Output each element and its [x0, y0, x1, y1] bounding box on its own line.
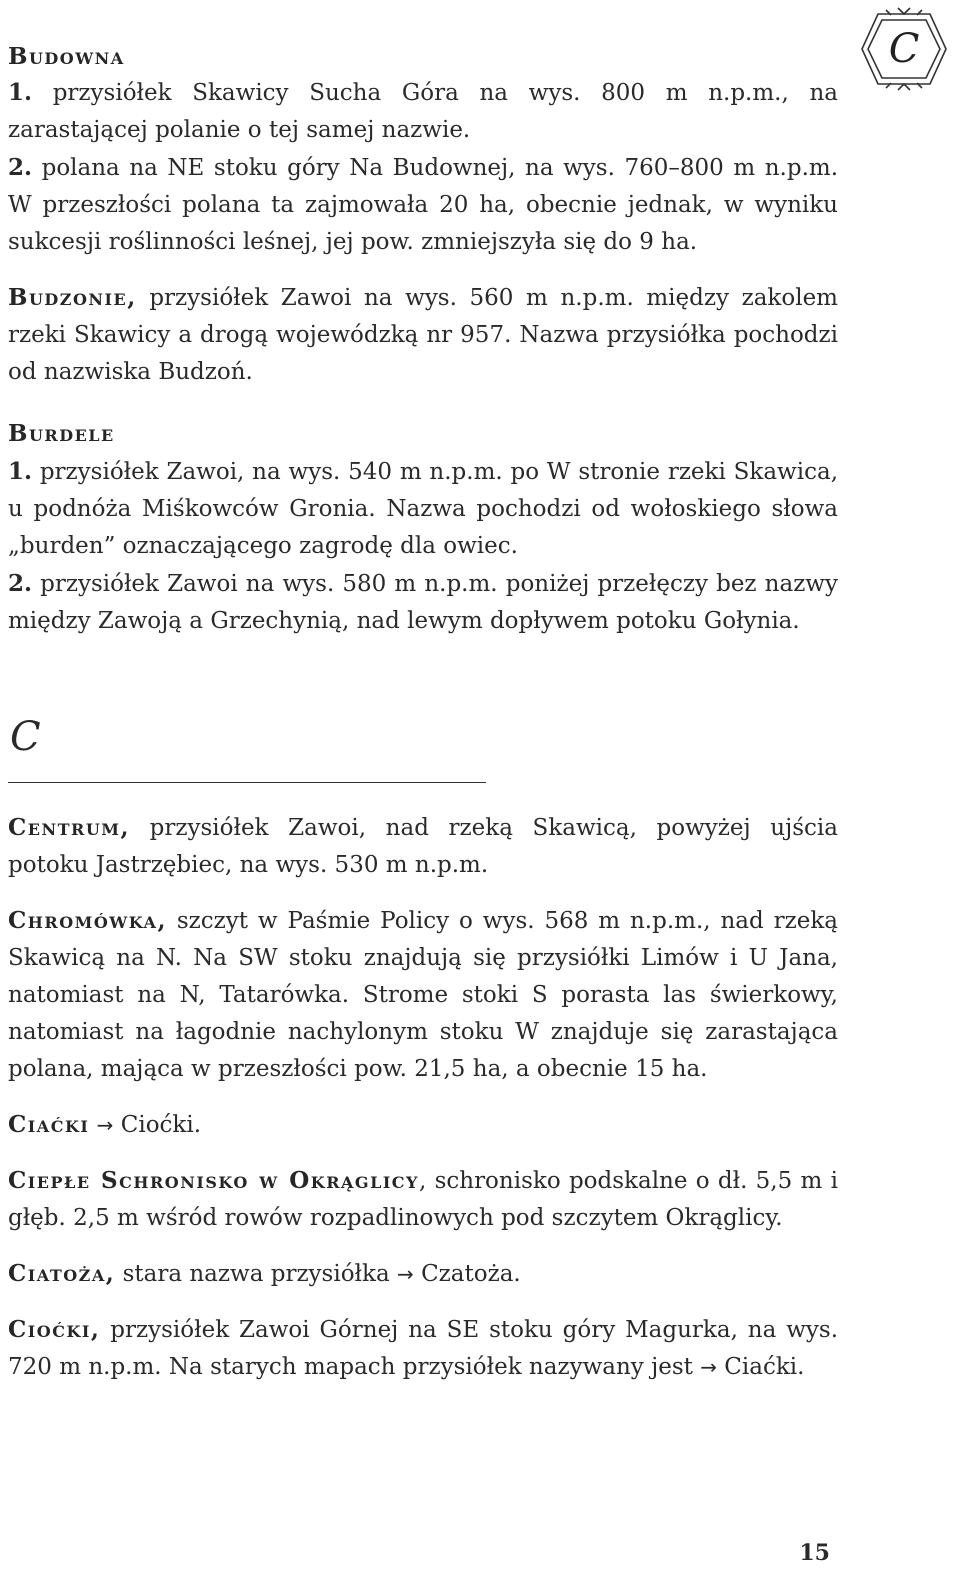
sense-text: przysiółek Zawoi na wys. 580 m n.p.m. poniżej przełęczy bez nazwy między Zawoją a Grzechynią, nad lewym dopływem potoku Gołynia. [8, 571, 838, 634]
entry-text: przysiółek Zawoi na wys. 560 m n.p.m. między zakolem rzeki Skawicy a drogą wojewódzką nr 957. Nazwa przysiółka pochodzi od nazwiska Budzoń. [8, 285, 838, 385]
entry-term: Ciatoża, [8, 1260, 116, 1287]
sense-number: 2. [8, 154, 33, 181]
entry-text: przysiółek Zawoi, nad rzeką Skawicą, powyżej ujścia potoku Jastrzębiec, na wys. 530 m n.p.m. [8, 815, 838, 878]
entry-ciocki [8, 1311, 838, 1386]
page-number: 15 [799, 1540, 830, 1566]
entry-ciatoza [8, 1255, 838, 1293]
entry-centrum [8, 809, 838, 884]
cross-reference-link[interactable]: Ciaćki. [724, 1354, 805, 1380]
sense-text: przysiółek Zawoi, na wys. 540 m n.p.m. po W stronie rzeki Skawica, u podnóża Miśkowców Gronia. Nazwa pochodzi od wołoskiego słowa „burden” oznaczającego zagrodę dla owiec. [8, 459, 838, 559]
cross-reference-arrow-icon: → [96, 1113, 114, 1137]
entry-term: Burdele [8, 420, 115, 447]
sense-number: 2. [8, 570, 33, 597]
cross-reference-link[interactable]: Ciоćki. [120, 1112, 202, 1138]
entry-budowna [8, 40, 838, 261]
entry-term: Budzonie, [8, 284, 137, 311]
sense-number: 1. [8, 79, 33, 106]
sense-text: przysiółek Skawicy Sucha Góra na wys. 800 m n.p.m., na zarastającej polanie o tej samej nazwie. [8, 80, 839, 143]
sense-number: 1. [8, 458, 33, 485]
section-letter-heading: C [10, 714, 41, 760]
entry-chromowka [8, 902, 838, 1088]
entry-term: Chromówka, [8, 907, 167, 934]
entry-term: Centrum, [8, 814, 131, 841]
entry-term: Budowna [8, 43, 125, 70]
sense-text: polana na NE stoku góry Na Budownej, na wys. 760–800 m n.p.m. W przeszłości polana ta zajmowała 20 ha, obecnie jednak, w wyniku sukcesji roślinności leśnej, jej pow. zmniejszyła się do 9 ha. [8, 155, 838, 255]
cross-reference-link[interactable]: Czatoża. [421, 1261, 521, 1287]
entry-term: Ciоćki, [8, 1316, 101, 1343]
section-divider [8, 782, 486, 783]
cross-reference-arrow-icon: → [396, 1262, 414, 1286]
section-c-corner-badge [858, 6, 950, 92]
entry-text: przysiółek Zawoi Górnej na SE stoku góry Magurka, na wys. 720 m n.p.m. Na starych mapach przysiółek nazywany jest [8, 1317, 839, 1380]
entry-term: Ciaćki [8, 1111, 90, 1138]
entry-text: stara nazwa przysiółka [122, 1261, 390, 1287]
entry-burdele [8, 415, 838, 640]
entry-budzonie [8, 279, 838, 391]
entry-text: , schronisko podskalne o dł. 5,5 m i głęb. 2,5 m wśród rowów rozpadlinowych pod szczytem Okrąglicy. [8, 1168, 838, 1231]
entry-ciacki [8, 1106, 838, 1144]
entry-cieple-schronisko [8, 1162, 838, 1237]
entry-term: Ciepłe Schronisko w Okrąglicy [8, 1167, 419, 1194]
dictionary-page-body [8, 40, 838, 1386]
entry-text: szczyt w Paśmie Policy o wys. 568 m n.p.m., nad rzeką Skawicą na N. Na SW stoku znajdują się przysiółki Limów i U Jana, natomiast na N, Tatarówka. Strome stoki S porasta las świerkowy, natomiast na łagodnie nachylonym stoku W znajduje się zarastająca polana, mająca w przeszłości pow. 21,5 ha, a obecnie 15 ha. [8, 908, 838, 1082]
corner-badge-letter: C [888, 26, 920, 72]
cross-reference-arrow-icon: → [700, 1355, 717, 1379]
